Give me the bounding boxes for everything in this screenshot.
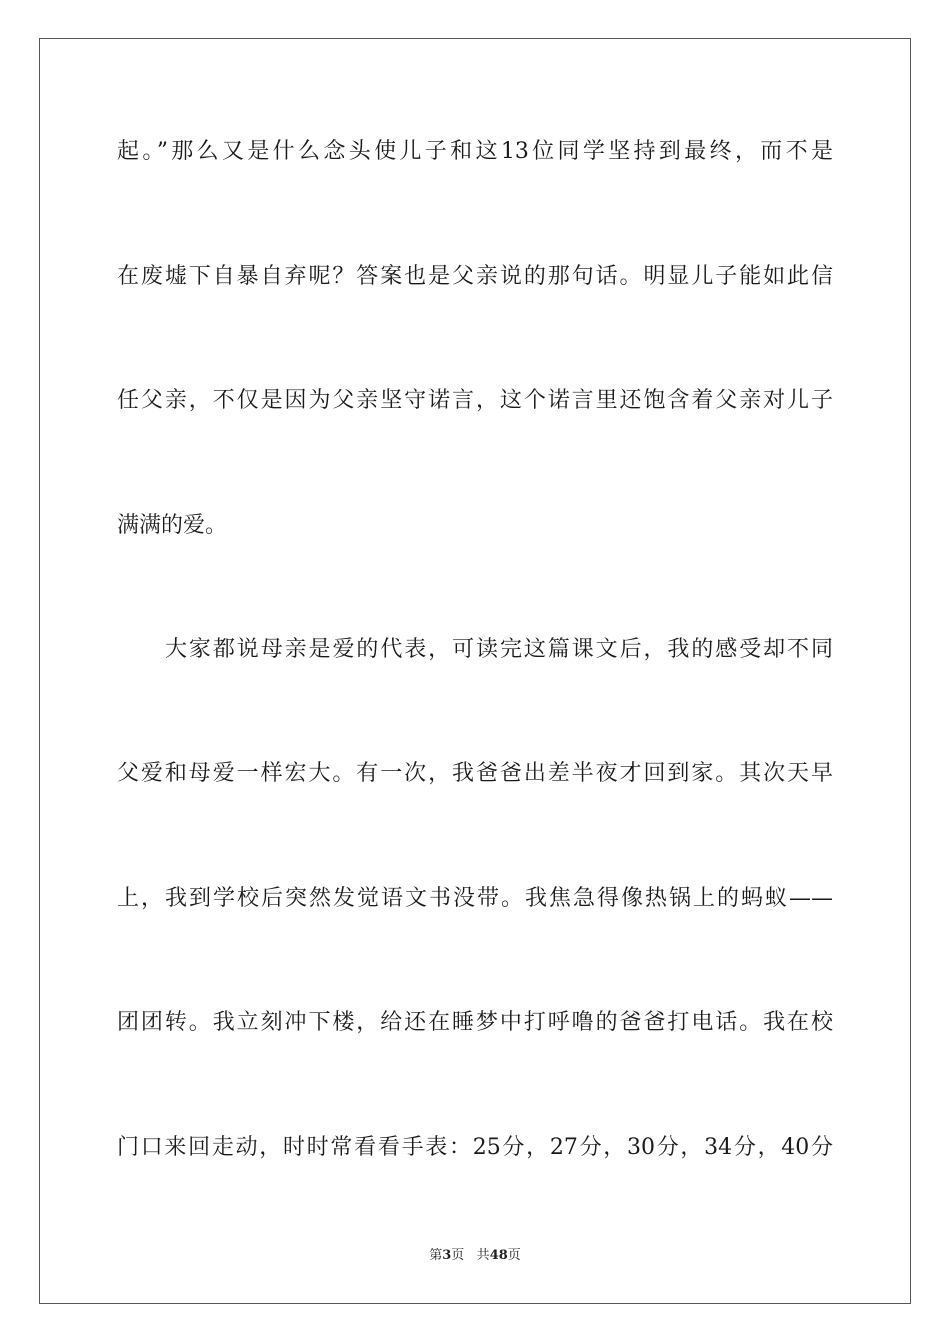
total-suffix: 页 [507,1248,521,1263]
body-line-9: 门口来回走动，时时常看看手表：25分，27分，30分，34分，40分 [117,1135,833,1160]
body-line-6: 父爱和母爱一样宏大。有一次，我爸爸出差半夜才回到家。其次天早 [117,761,833,786]
body-line-5: 大家都说母亲是爱的代表，可读完这篇课文后，我的感受却不同 [165,637,833,662]
page-number: 3 [442,1248,452,1263]
body-line-3: 任父亲，不仅是因为父亲坚守诺言，这个诺言里还饱含着父亲对儿子 [117,388,833,413]
page-suffix: 页 [451,1248,465,1263]
body-line-8: 团团转。我立刻冲下楼，给还在睡梦中打呼噜的爸爸打电话。我在校 [117,1010,833,1035]
total-pages: 48 [489,1248,508,1263]
body-line-2: 在废墟下自暴自弃呢？答案也是父亲说的那句话。明显儿子能如此信 [117,264,833,289]
body-line-7: 上，我到学校后突然发觉语文书没带。我焦急得像热锅上的蚂蚁—— [117,886,833,911]
body-line-1: 起。”那么又是什么念头使儿子和这13位同学坚持到最终，而不是 [117,139,833,164]
total-prefix: 共 [476,1248,490,1263]
page-prefix: 第 [429,1248,443,1263]
page-footer [0,1247,950,1265]
page-border [39,38,911,1304]
body-line-4: 满满的爱。 [117,513,228,538]
